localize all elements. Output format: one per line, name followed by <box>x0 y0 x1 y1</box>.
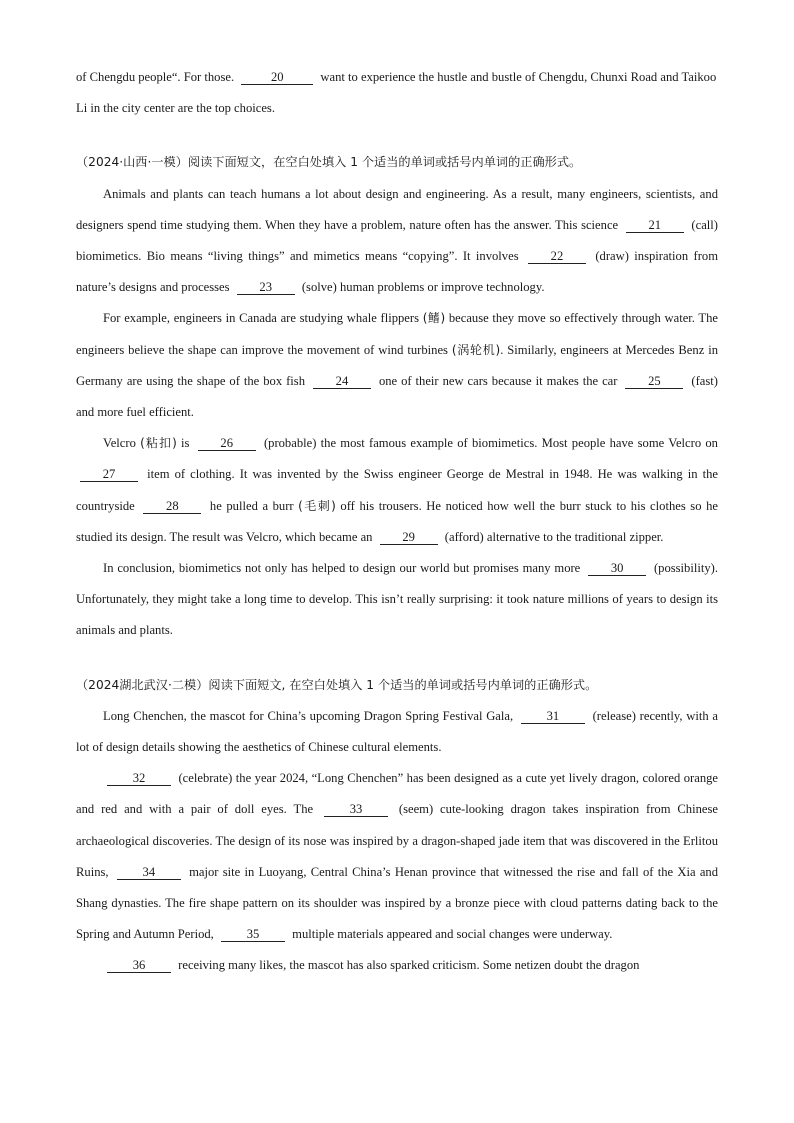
document-body <box>76 62 718 982</box>
blank-35[interactable]: 35 <box>221 927 285 942</box>
blank-36[interactable]: 36 <box>107 958 171 973</box>
text: is <box>181 436 190 451</box>
blank-30[interactable]: 30 <box>588 561 646 576</box>
text: For example, engineers in Canada are studying whale flippers <box>103 311 419 326</box>
paragraph <box>76 428 718 553</box>
text: multiple materials appeared and social changes were underway. <box>292 927 613 942</box>
paragraph <box>76 763 718 950</box>
paragraph <box>76 553 718 647</box>
text: he pulled a burr <box>209 498 294 513</box>
section-heading-shanxi: （2024·山西·一模）阅读下面短文，在空白处填入 1 个适当的单词或括号内单词的正确形式。 <box>76 155 582 170</box>
text: off his trousers. He noticed how well the burr stuck to his clothes so he studied its design. The result was Velcro, which became an <box>76 498 718 544</box>
blank-26[interactable]: 26 <box>198 436 256 451</box>
text: one of their new cars because it makes the car <box>378 373 618 388</box>
paragraph <box>76 179 718 304</box>
blank-23[interactable]: 23 <box>237 280 295 295</box>
chinese-gloss: (涡轮机) <box>451 342 501 357</box>
passage-continuation <box>76 62 718 124</box>
text: (fast) and more fuel efficient. <box>76 373 718 420</box>
blank-34[interactable]: 34 <box>117 865 181 880</box>
text: In conclusion, biomimetics not only has helped to design our world but promises many more <box>103 561 581 576</box>
text: (solve) human problems or improve technology. <box>301 280 545 295</box>
text: item of clothing. It was invented by the Swiss engineer George de Mestral in 1948. He was walking in the countryside <box>76 467 718 513</box>
text: of Chengdu people“. For those. <box>76 70 235 84</box>
text: Animals and plants can teach humans a lot about design and engineering. As a result, many engineers, scientists, and designers spend time studying them. When they have a problem, nature often has the answer. This science <box>76 186 718 232</box>
text: Long Chenchen, the mascot for China’s upcoming Dragon Spring Festival Gala, <box>103 708 514 723</box>
blank-25[interactable]: 25 <box>625 374 683 389</box>
text: . Similarly, engineers at Mercedes Benz in Germany are using the shape of the box fish <box>76 342 718 388</box>
blank-28[interactable]: 28 <box>143 499 201 514</box>
text: receiving many likes, the mascot has also sparked criticism. Some netizen doubt the dragon <box>178 958 640 973</box>
text: (possibility). Unfortunately, they might take a long time to develop. This isn’t really surprising: it took nature millions of years to design its animals and plants. <box>76 561 718 638</box>
chinese-gloss: (鳍) <box>422 311 446 326</box>
text: (celebrate) the year 2024, “Long Chenchen” has been designed as a cute yet lively dragon, colored orange and red and with a pair of doll eyes. The <box>76 771 718 817</box>
blank-22[interactable]: 22 <box>528 249 586 264</box>
text: (draw) inspiration from nature’s designs and processes <box>76 249 718 295</box>
blank-21[interactable]: 21 <box>626 218 684 233</box>
text: (probable) the most famous example of biomimetics. Most people have some Velcro on <box>263 436 718 451</box>
text: want to experience the hustle and bustle of Chengdu, Chunxi Road and Taikoo Li in the city center are the top choices. <box>76 70 717 116</box>
text: because they move so effectively through water. The engineers believe the shape can improve the movement of wind turbines <box>76 311 718 357</box>
paragraph <box>76 303 718 428</box>
blank-32[interactable]: 32 <box>107 771 171 786</box>
text: major site in Luoyang, Central China’s Henan province that witnessed the rise and fall of the Xia and Shang dynasties. The fire shape pattern on its shoulder was inspired by a bronze piece with cloud patterns dating back to the Spring and Autumn Period, <box>76 864 719 942</box>
text: (seem) cute-looking dragon takes inspiration from Chinese archaeological discoveries. The design of its nose was inspired by a dragon-shaped jade item that was discovered in the Erlitou Ruins, <box>76 802 718 879</box>
blank-24[interactable]: 24 <box>313 374 371 389</box>
text: Velcro <box>103 436 136 451</box>
blank-27[interactable]: 27 <box>80 467 138 482</box>
chinese-gloss: (粘扣) <box>140 436 177 451</box>
text: (afford) alternative to the traditional zipper. <box>444 529 664 544</box>
chinese-gloss: (毛刺) <box>298 498 336 513</box>
section-heading-hubei: （2024湖北武汉·二模）阅读下面短文, 在空白处填入 1 个适当的单词或括号内单词的正确形式。 <box>76 677 598 692</box>
blank-20[interactable]: 20 <box>241 70 313 85</box>
blank-33[interactable]: 33 <box>324 802 388 817</box>
blank-31[interactable]: 31 <box>521 709 585 724</box>
text: (call) biomimetics. Bio means “living things” and mimetics means “copying”. It involves <box>76 217 718 264</box>
paragraph <box>76 701 718 763</box>
text: (release) recently, with a lot of design details showing the aesthetics of Chinese cultural elements. <box>76 708 718 755</box>
paragraph <box>76 950 718 981</box>
blank-29[interactable]: 29 <box>380 530 438 545</box>
